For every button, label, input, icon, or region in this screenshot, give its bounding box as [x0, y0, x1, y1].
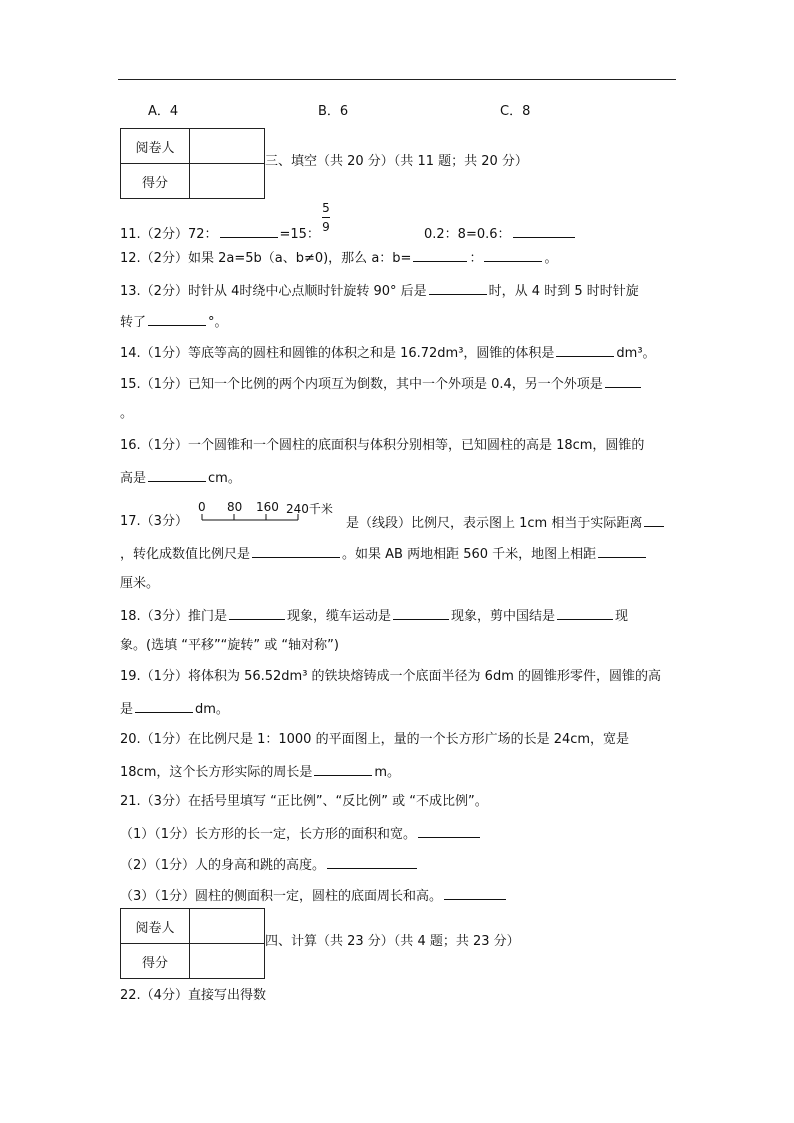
scale-tick: 0 — [198, 500, 206, 514]
scale-tick: 80 — [227, 500, 243, 514]
question-17: 是（线段）比例尺，表示图上 1cm 相当于实际距离 — [346, 514, 666, 532]
question-17-prefix: 17.（3分） — [120, 514, 188, 529]
score-label: 得分 — [121, 164, 190, 199]
scale-tick: 160 — [256, 500, 279, 514]
option-c: C．8 — [500, 104, 531, 119]
question-20: 20.（1分）在比例尺是 1：1000 的平面图上，量的一个长方形广场的长是 24cm，宽是 — [120, 732, 630, 747]
blank[interactable] — [444, 887, 506, 900]
blank[interactable] — [220, 225, 278, 238]
blank[interactable] — [393, 607, 449, 620]
fraction: 5 9 — [322, 201, 330, 234]
reviewer-label: 阅卷人 — [121, 129, 190, 164]
question-16-line2: 高是 cm。 — [120, 471, 241, 486]
blank[interactable] — [135, 700, 193, 713]
fraction-bar — [322, 217, 330, 218]
blank[interactable] — [557, 607, 613, 620]
blank[interactable] — [148, 313, 206, 326]
question-17-line3: 厘米。 — [120, 576, 160, 591]
blank[interactable] — [252, 545, 340, 558]
grade-box — [120, 128, 265, 199]
question-15-line2: 。 — [120, 406, 134, 421]
question-21: 21.（3分）在括号里填写 “正比例”、“反比例” 或 “不成比例”。 — [120, 794, 488, 809]
blank[interactable] — [605, 375, 641, 388]
question-19-line2: 是 dm。 — [120, 702, 229, 717]
line-scale — [198, 500, 348, 526]
question-15: 15.（1分）已知一个比例的两个内项互为倒数，其中一个外项是 0.4，另一个外项是 — [120, 375, 643, 393]
blank[interactable] — [644, 514, 664, 527]
blank[interactable] — [418, 825, 480, 838]
question-11-right: 0.2：8=0.6： — [424, 225, 577, 243]
question-21-sub2: （2）（1分）人的身高和跳的高度。 — [120, 856, 419, 874]
section-title: 四、计算（共 23 分）（共 4 题；共 23 分） — [265, 934, 520, 949]
option-b: B．6 — [318, 104, 349, 119]
reviewer-cell — [190, 909, 265, 944]
question-18: 18.（3分）推门是 现象，缆车运动是 现象，剪中国结是 现 — [120, 609, 628, 624]
blank[interactable] — [148, 469, 206, 482]
question-14: 14.（1分）等底等高的圆柱和圆锥的体积之和是 16.72dm³，圆锥的体积是 dm³。 — [120, 346, 656, 361]
blank[interactable] — [598, 545, 646, 558]
question-20-line2: 18cm，这个长方形实际的周长是 m。 — [120, 765, 401, 780]
grade-box — [120, 908, 265, 979]
score-label: 得分 — [121, 944, 190, 979]
reviewer-label: 阅卷人 — [121, 909, 190, 944]
question-17-line2: ，转化成数值比例尺是 。如果 AB 两地相距 560 千米，地图上相距 — [120, 545, 648, 563]
question-13-line2: 转了 °。 — [120, 315, 228, 330]
scale-tick: 240千米 — [286, 502, 333, 516]
score-cell — [190, 944, 265, 979]
question-22: 22.（4分）直接写出得数 — [120, 988, 266, 1003]
blank[interactable] — [513, 225, 575, 238]
blank[interactable] — [314, 763, 372, 776]
reviewer-cell — [190, 129, 265, 164]
question-21-sub3: （3）（1分）圆柱的侧面积一定，圆柱的底面周长和高。 — [120, 887, 508, 905]
question-21-sub1: （1）（1分）长方形的长一定，长方形的面积和宽。 — [120, 825, 482, 843]
section-title: 三、填空（共 20 分）（共 11 题；共 20 分） — [265, 154, 528, 169]
blank[interactable] — [413, 249, 467, 262]
question-16: 16.（1分）一个圆锥和一个圆柱的底面积与体积分别相等，已知圆柱的高是 18cm，圆锥的 — [120, 438, 645, 453]
score-cell — [190, 164, 265, 199]
question-12: 12.（2分）如果 2a=5b（a、b≠0)，那么 a：b= ： 。 — [120, 251, 558, 266]
header-rule — [118, 79, 676, 80]
blank[interactable] — [484, 249, 542, 262]
question-19: 19.（1分）将体积为 56.52dm³ 的铁块熔铸成一个底面半径为 6dm 的圆锥形零件，圆锥的高 — [120, 669, 662, 684]
blank[interactable] — [429, 282, 487, 295]
blank[interactable] — [229, 607, 285, 620]
blank[interactable] — [556, 344, 614, 357]
question-13: 13.（2分）时针从 4时绕中心点顺时针旋转 90° 后是 时，从 4 时到 5 时时针旋 — [120, 284, 639, 299]
blank[interactable] — [327, 856, 417, 869]
question-18-line2: 象。(选填 “平移”“旋转” 或 “轴对称”) — [120, 638, 339, 653]
option-a: A．4 — [148, 104, 179, 119]
question-11: 11.（2分）72： =15： — [120, 227, 320, 242]
